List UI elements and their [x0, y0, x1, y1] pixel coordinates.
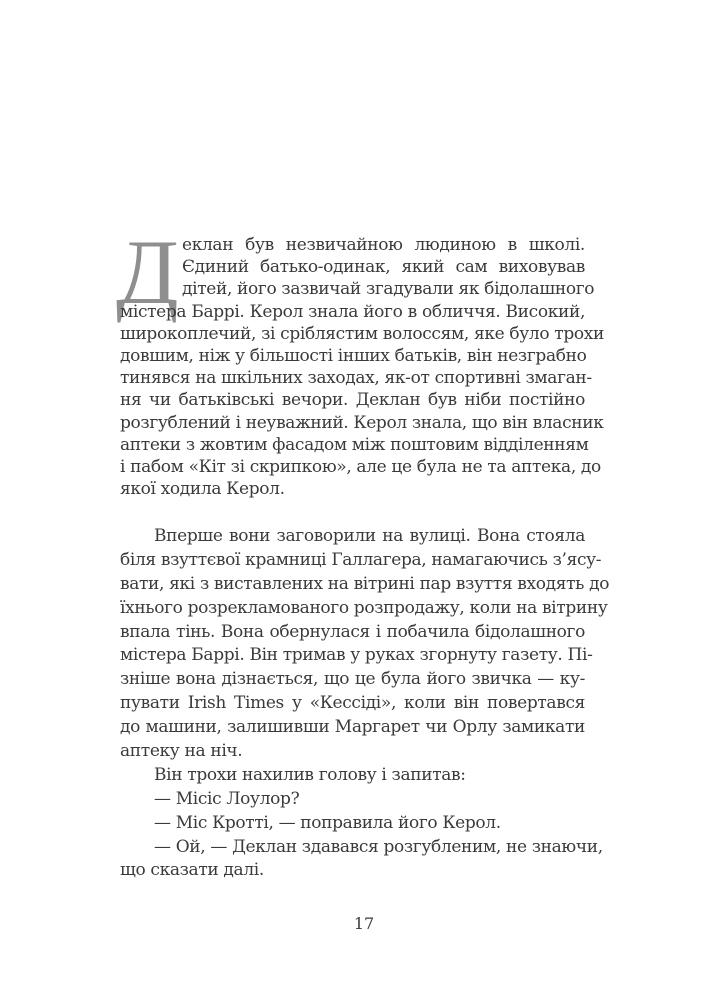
text-line: пувати Irish Times у «Кессіді», коли він повертався: [120, 693, 585, 714]
text-line: тинявся на шкільних заходах, як-от спортивні змаган-: [120, 368, 592, 389]
text-line: еклан був незвичайною людиною в школі.: [182, 235, 585, 255]
text-line: широкоплечий, зі сріблястим волоссям, яке було трохи: [120, 323, 604, 344]
text-line: розгублений і неуважний. Керол знала, що він власник: [120, 412, 604, 433]
text-line: аптеки з жовтим фасадом між поштовим відділенням: [120, 434, 589, 455]
text-line: їхнього розрекламованого розпродажу, коли на вітрину: [120, 597, 608, 618]
text-line: якої ходила Керол.: [120, 479, 285, 500]
paragraph-2: [120, 525, 610, 883]
paragraph-1: [120, 234, 604, 500]
text-line: ня чи батьківські вечори. Деклан був ніби постійно: [120, 390, 585, 411]
text-line: і пабом «Кіт зі скрипкою», але це була не та аптека, до: [120, 456, 601, 477]
text-line: аптеку на ніч.: [120, 741, 243, 762]
text-line: впала тінь. Вона обернулася і побачила бідолашного: [120, 621, 585, 642]
dialogue-line: — Ой, — Деклан здавався розгубленим, не знаючи,: [154, 836, 603, 857]
text-line: до машини, залишивши Маргарет чи Орлу замикати: [120, 717, 585, 738]
dialogue-line: — Місіс Лоулор?: [154, 788, 300, 809]
text-line: містера Баррі. Керол знала його в обличчя. Високий,: [120, 301, 585, 322]
drop-cap: Д: [116, 221, 179, 323]
text-line: дітей, його зазвичай згадували як бідолашного: [182, 279, 595, 300]
dialogue-line: Він трохи нахилив голову і запитав:: [154, 764, 466, 785]
text-line: вати, які з виставлених на вітрині пар взуття входять до: [120, 573, 610, 594]
text-line: містера Баррі. Він тримав у руках згорнуту газету. Пі-: [120, 645, 593, 666]
text-line: довшим, ніж у більшості інших батьків, він незграбно: [120, 345, 587, 366]
text-line: Єдиний батько-одинак, який сам виховував: [182, 257, 585, 278]
text-line: біля взуттєвої крамниці Галлагера, намагаючись з’ясу-: [120, 549, 602, 570]
page-number: 17: [353, 914, 375, 933]
text-line: Вперше вони заговорили на вулиці. Вона стояла: [154, 526, 585, 546]
dialogue-line: що сказати далі.: [120, 860, 264, 881]
dialogue-line: — Міс Кротті, — поправила його Керол.: [154, 812, 501, 833]
text-line: зніше вона дізнається, що це була його звичка — ку-: [120, 669, 585, 690]
